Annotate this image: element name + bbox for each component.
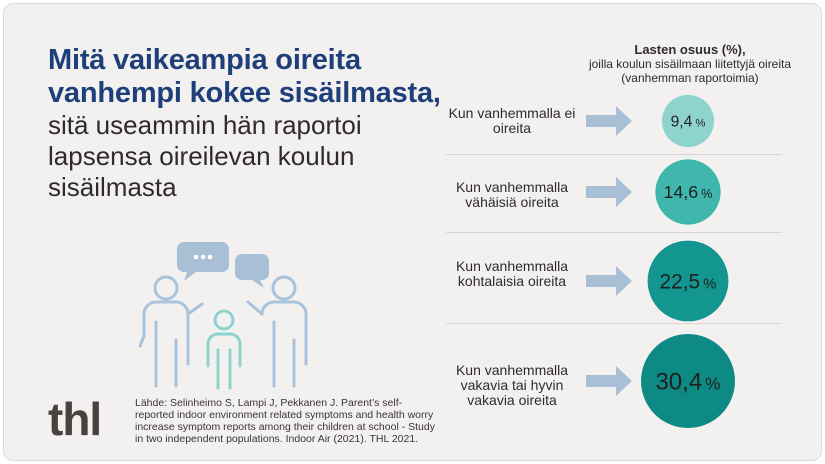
arrow-right-icon [586, 177, 632, 207]
row-label-severe-symptoms: Kun vanhemmalla vakavia tai hyvin vakavia oireita [455, 362, 569, 408]
row-label-no-symptoms: Kun vanhemmalla ei oireita [448, 105, 576, 136]
page-subtitle: sitä useammin hän raportoi lapsensa oireilevan koulun sisäilmasta [48, 110, 362, 202]
page-title: Mitä vaikeampia oireita vanhempi kokee sisäilmasta, [48, 44, 441, 109]
arrow-right-icon [586, 106, 632, 136]
bubble-value-label: 14,6 % [663, 182, 713, 203]
bubble-chart [4, 4, 821, 460]
bubble-value-label: 22,5 % [659, 270, 717, 294]
row-label-mild-symptoms: Kun vanhemmalla vähäisiä oireita [455, 179, 569, 210]
thl-logo: thl [48, 393, 102, 445]
bubble-value-label: 30,4 % [655, 368, 721, 396]
chart-title: Lasten osuus (%), [634, 42, 746, 57]
bubble-value-label: 9,4 % [670, 113, 706, 131]
source-citation: Lähde: Selinheimo S, Lampi J, Pekkanen J. Parent’s self-reported indoor environment related symptoms and health worry increase symptom reports among their children at school - Study in two independent populations. Indoor Air (2021). THL 2021. [135, 397, 435, 445]
chart-subtitle: joilla koulun sisäilmaan liitettyjä oireita (vanhemman raportoimia) [588, 57, 792, 85]
arrow-right-icon [586, 266, 632, 296]
arrow-right-icon [586, 366, 632, 396]
row-label-moderate-symptoms: Kun vanhemmalla kohtalaisia oireita [455, 258, 569, 289]
infographic-card [3, 3, 822, 461]
